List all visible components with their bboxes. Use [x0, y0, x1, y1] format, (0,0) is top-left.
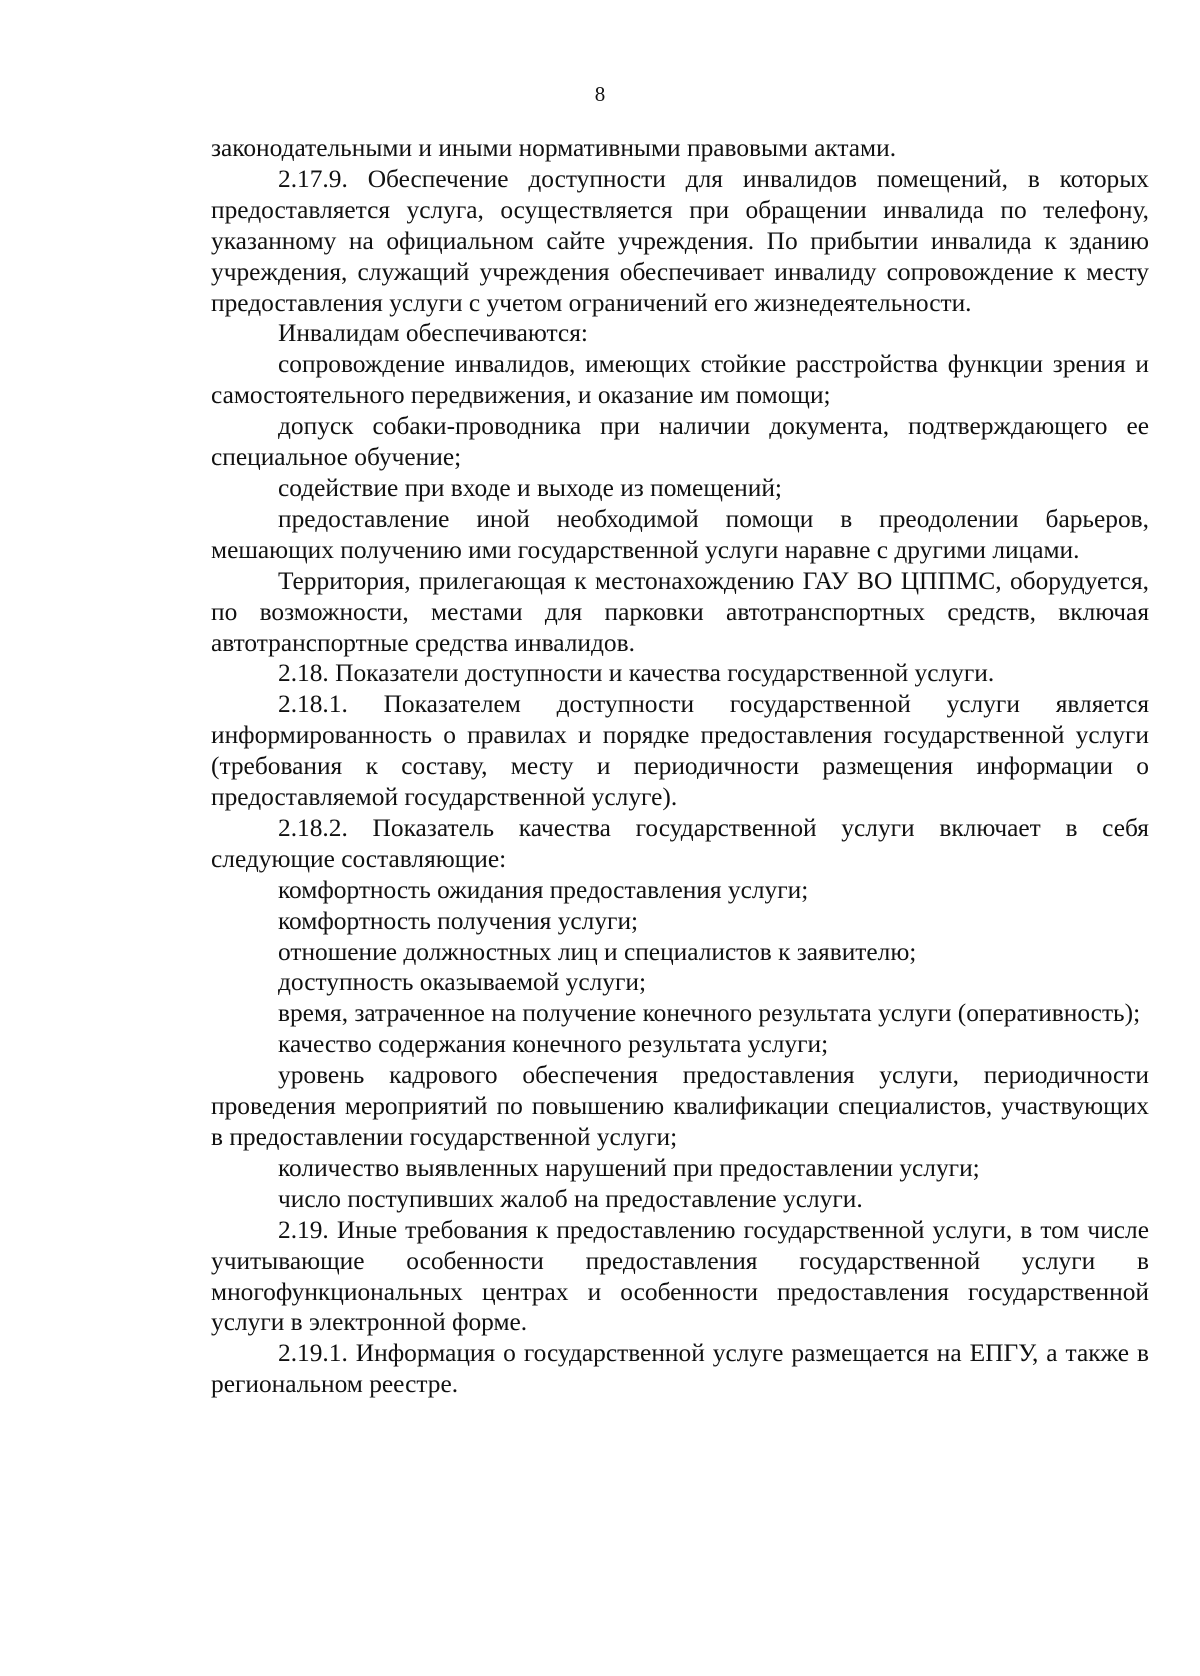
list-item: число поступивших жалоб на предоставление услуги.	[278, 1184, 863, 1213]
list-item: количество выявленных нарушений при предоставлении услуги;	[278, 1153, 980, 1182]
clause-2-19: 2.19. Иные требования к предоставлению государственной услуги, в том числе учитывающие особенности предоставления государственной услуги в многофункциональных центрах и особенности предоставления государственной услуги в электронной форме.	[211, 1215, 1149, 1337]
list-item: комфортность ожидания предоставления услуги;	[278, 875, 809, 904]
clause-2-17-9: 2.17.9. Обеспечение доступности для инвалидов помещений, в которых предоставляется услуга, осуществляется при обращении инвалида по телефону, указанному на официальном сайте учреждения. По прибытии инвалида к зданию учреждения, служащий учреждения обеспечивает инвалиду сопровождение к месту предоставления услуги с учетом ограничений его жизнедеятельности.	[211, 164, 1149, 317]
paragraph-disabled-provisions-intro: Инвалидам обеспечиваются:	[278, 319, 588, 348]
clause-2-19-1: 2.19.1. Информация о государственной услуге размещается на ЕПГУ, а также в региональном реестре.	[211, 1339, 1149, 1399]
list-item: доступность оказываемой услуги;	[278, 968, 647, 997]
clause-2-18: 2.18. Показатели доступности и качества государственной услуги.	[278, 659, 995, 688]
list-item: время, затраченное на получение конечного результата услуги (оперативность);	[278, 999, 1141, 1028]
list-item: содействие при входе и выходе из помещений;	[278, 473, 782, 502]
list-item: качество содержания конечного результата услуги;	[278, 1030, 829, 1059]
clause-2-18-2: 2.18.2. Показатель качества государственной услуги включает в себя следующие составляющие:	[211, 813, 1149, 873]
document-body	[211, 133, 1149, 1400]
list-item: уровень кадрового обеспечения предоставления услуги, периодичности проведения мероприятий по повышению квалификации специалистов, участвующих в предоставлении государственной услуги;	[211, 1061, 1149, 1151]
page-number: 8	[594, 82, 606, 106]
paragraph-parking: Территория, прилегающая к местонахождению ГАУ ВО ЦППМС, оборудуется, по возможности, местами для парковки автотранспортных средств, включая автотранспортные средства инвалидов.	[211, 566, 1149, 657]
list-item: сопровождение инвалидов, имеющих стойкие расстройства функции зрения и самостоятельного передвижения, и оказание им помощи;	[211, 350, 1149, 410]
list-item: предоставление иной необходимой помощи в преодолении барьеров, мешающих получению ими государственной услуги наравне с другими лицами.	[211, 504, 1149, 564]
paragraph-continuation: законодательными и иными нормативными правовыми актами.	[211, 134, 897, 162]
list-item: отношение должностных лиц и специалистов к заявителю;	[278, 937, 917, 966]
list-item: комфортность получения услуги;	[278, 906, 639, 935]
clause-2-18-1: 2.18.1. Показателем доступности государственной услуги является информированность о правилах и порядке предоставления государственной услуги (требования к составу, месту и периодичности размещения информации о предоставляемой государственной услуге).	[211, 690, 1149, 812]
list-item: допуск собаки-проводника при наличии документа, подтверждающего ее специальное обучение;	[211, 412, 1149, 472]
